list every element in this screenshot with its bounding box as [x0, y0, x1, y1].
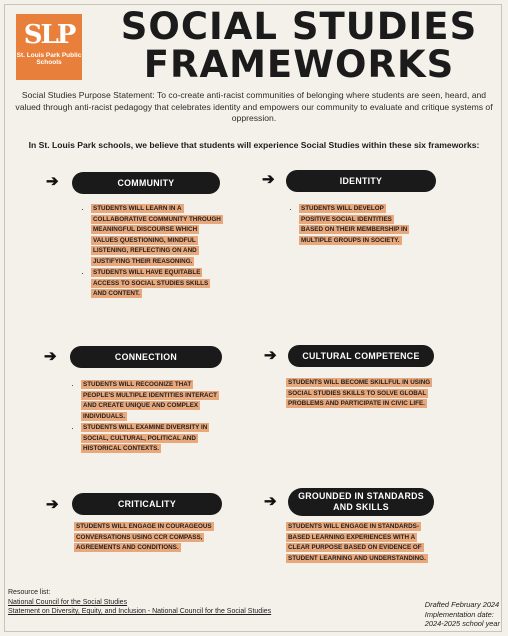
- arrow-icon: ➔: [264, 493, 277, 510]
- drafted-date: Drafted February 2024: [424, 600, 500, 609]
- title-line-1: SOCIAL STUDIES: [120, 5, 478, 48]
- framework-connection-description: [72, 380, 222, 456]
- list-item: [81, 380, 222, 422]
- purpose-statement: Social Studies Purpose Statement: To co-create anti-racist communities of belonging where students are seen, heard, and valued through anti-racist pedagogy that celebrates identity and empowers our community to evaluate and critique systems of oppression.: [15, 90, 493, 123]
- ncss-link[interactable]: National Council for the Social Studies: [8, 598, 128, 606]
- list-item: [91, 204, 222, 267]
- framework-criticality-description: [74, 522, 224, 554]
- page-title: [104, 5, 494, 86]
- framework-identity-description: [290, 204, 414, 247]
- community-point-1: STUDENTS WILL LEARN IN A COLLABORATIVE COMMUNITY THROUGH MEANINGFUL DISCOURSE WHICH VALUES QUESTIONING, MINDFUL LISTENING, REFLECTING ON AND JUSTIFYING THEIR REASONING.: [93, 205, 221, 265]
- logo-mark: SLP: [23, 20, 75, 50]
- framework-connection-label: CONNECTION: [70, 346, 222, 368]
- logo-name: St. Louis Park Public Schools: [16, 52, 82, 66]
- district-logo: [16, 14, 82, 80]
- resource-heading: Resource list:: [8, 589, 51, 596]
- framework-cultural-competence-description: [286, 378, 436, 410]
- draft-info: [425, 600, 500, 629]
- framework-community-label: COMMUNITY: [72, 172, 220, 194]
- framework-community-description: [82, 204, 222, 301]
- identity-point-1: STUDENTS WILL DEVELOP POSITIVE SOCIAL IDENTITIES BASED ON THEIR MEMBERSHIP IN MULTIPLE GROUPS IN SOCIETY.: [301, 205, 408, 244]
- arrow-icon: ➔: [46, 173, 59, 190]
- arrow-icon: ➔: [264, 347, 277, 364]
- list-item: [299, 204, 414, 246]
- framework-standards-label: GROUNDED IN STANDARDS AND SKILLS: [288, 488, 434, 516]
- cultural-competence-text: STUDENTS WILL BECOME SKILLFUL IN USING SOCIAL STUDIES SKILLS TO SOLVE GLOBAL PROBLEMS AND PARTICIPATE IN CIVIC LIFE.: [288, 379, 431, 407]
- implementation-year: 2024-2025 school year: [424, 619, 500, 628]
- framework-identity-label: IDENTITY: [286, 170, 436, 192]
- framework-cultural-competence-label: CULTURAL COMPETENCE: [288, 345, 434, 367]
- standards-text: STUDENTS WILL ENGAGE IN STANDARDS-BASED LEARNING EXPERIENCES WITH A CLEAR PURPOSE BASED ON EVIDENCE OF STUDENT LEARNING AND UNDERSTANDING.: [288, 523, 426, 562]
- connection-point-1: STUDENTS WILL RECOGNIZE THAT PEOPLE'S MULTIPLE IDENTITIES INTERACT AND CREATE UNIQUE AND COMPLEX INDIVIDUALS.: [83, 381, 217, 420]
- framework-criticality-label: CRITICALITY: [72, 493, 222, 515]
- community-point-2: STUDENTS WILL HAVE EQUITABLE ACCESS TO SOCIAL STUDIES SKILLS AND CONTENT.: [93, 269, 209, 297]
- arrow-icon: ➔: [46, 496, 59, 513]
- belief-statement: In St. Louis Park schools, we believe that students will experience Social Studies within these six frameworks:: [28, 140, 480, 150]
- list-item: [81, 423, 222, 455]
- arrow-icon: ➔: [262, 171, 275, 188]
- list-item: [91, 268, 222, 300]
- criticality-text: STUDENTS WILL ENGAGE IN COURAGEOUS CONVERSATIONS USING CCR COMPASS, AGREEMENTS AND CONDITIONS.: [76, 523, 212, 551]
- implementation-label: Implementation date:: [424, 609, 494, 619]
- arrow-icon: ➔: [44, 348, 57, 365]
- connection-point-2: STUDENTS WILL EXAMINE DIVERSITY IN SOCIAL, CULTURAL, POLITICAL AND HISTORICAL CONTEXTS.: [83, 424, 208, 452]
- framework-standards-description: [286, 522, 436, 564]
- resource-list: [8, 588, 271, 617]
- dei-statement-link[interactable]: Statement on Diversity, Equity, and Inclusion - National Council for the Social Studies: [8, 608, 272, 615]
- title-line-2: FRAMEWORKS: [143, 43, 455, 86]
